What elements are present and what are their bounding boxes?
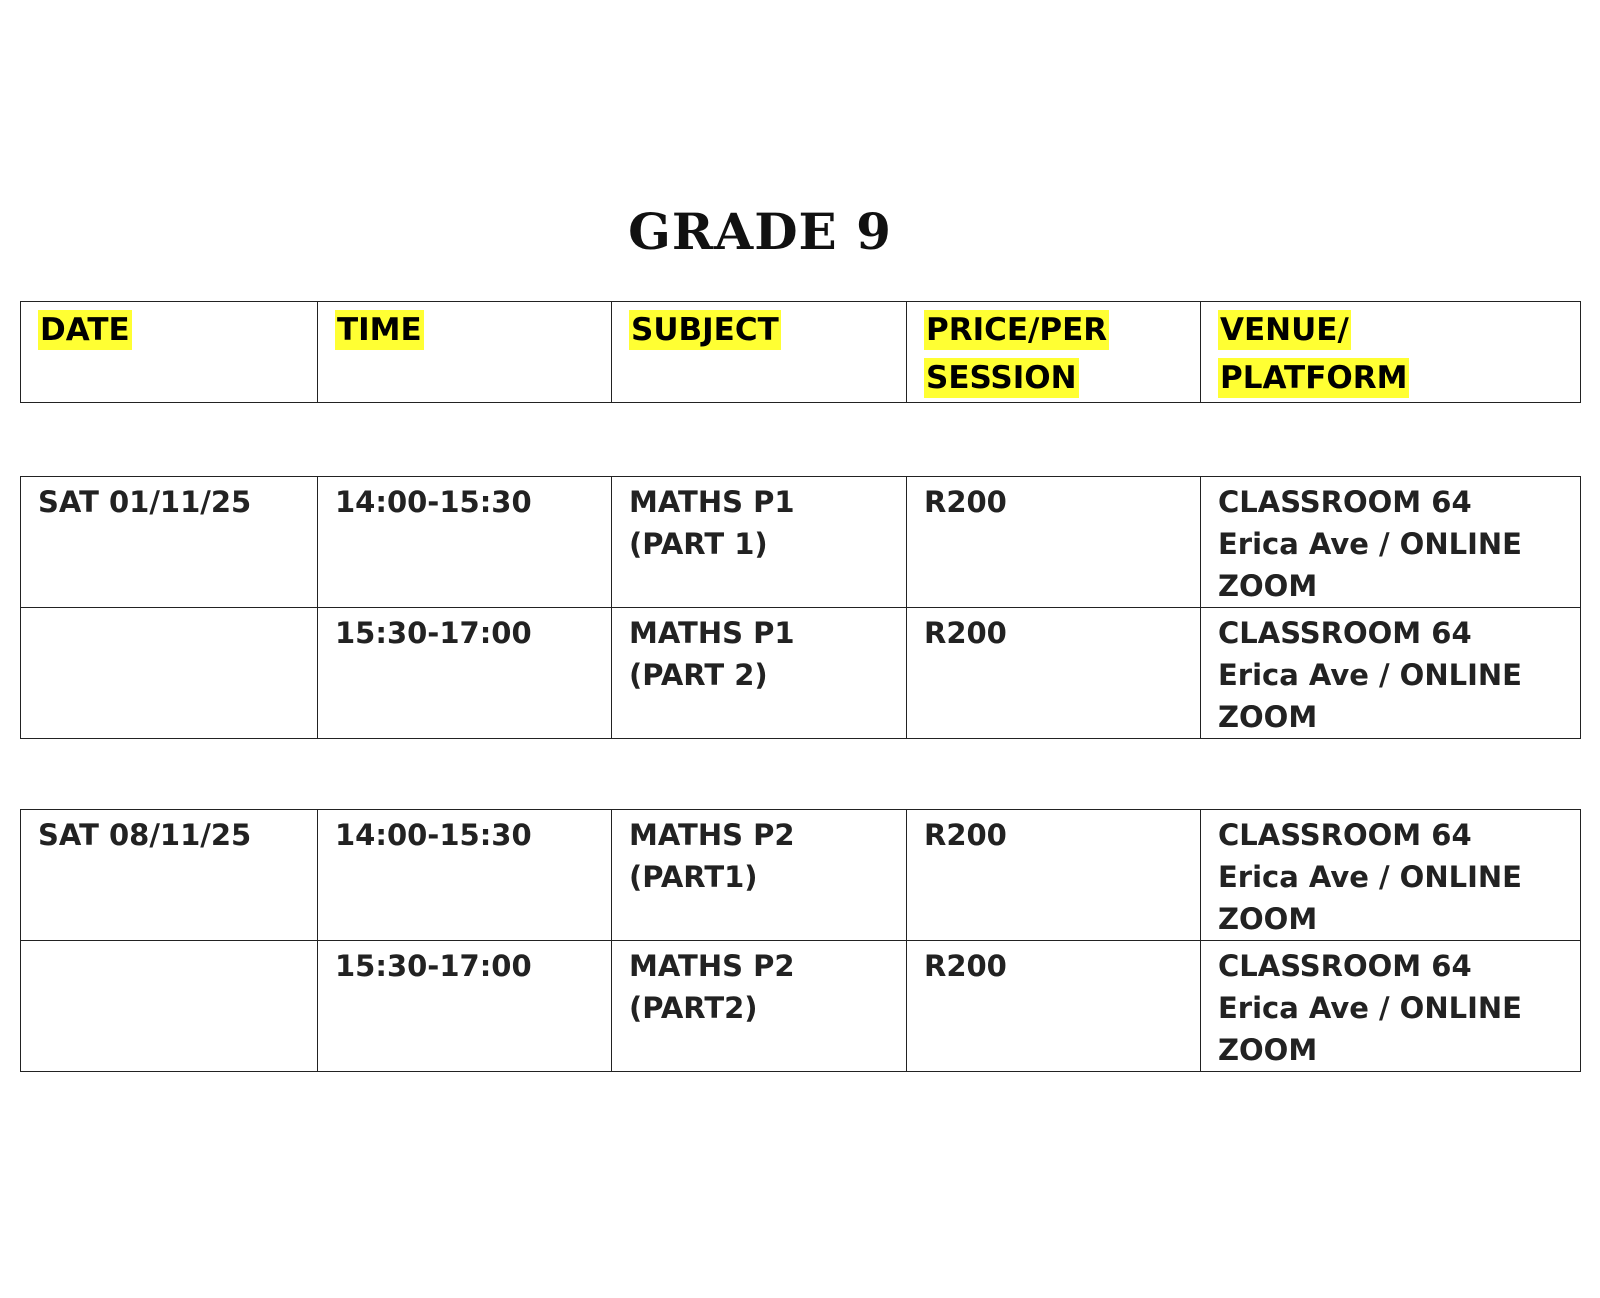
venue-line3: ZOOM [1218,700,1318,734]
time-cell: 14:00-15:30 [318,477,612,608]
header-price-line1: PRICE/PER [926,312,1108,348]
venue-cell [1201,810,1581,941]
date-cell [21,941,318,1072]
subject-line1: MATHS P2 [629,949,795,983]
venue-cell [1201,941,1581,1072]
venue-line1: CLASSROOM 64 [1218,818,1472,852]
venue-line1: CLASSROOM 64 [1218,949,1472,983]
header-subject: SUBJECT [631,312,779,348]
header-price-line2: SESSION [926,360,1077,396]
subject-cell [612,810,907,941]
header-price-cell [907,302,1201,403]
subject-line1: MATHS P1 [629,616,795,650]
page-title: GRADE 9 [628,202,892,261]
venue-cell [1201,477,1581,608]
venue-line2: Erica Ave / ONLINE [1218,860,1522,894]
venue-line2: Erica Ave / ONLINE [1218,991,1522,1025]
table-row [21,810,1581,941]
subject-line2: (PART 1) [629,527,768,561]
venue-line3: ZOOM [1218,1033,1318,1067]
subject-cell [612,608,907,739]
header-time: TIME [337,312,422,348]
header-time-cell [318,302,612,403]
price-cell: R200 [907,941,1201,1072]
venue-line2: Erica Ave / ONLINE [1218,658,1522,692]
venue-line3: ZOOM [1218,902,1318,936]
header-table [20,301,1581,403]
subject-line2: (PART1) [629,860,758,894]
subject-cell [612,941,907,1072]
price-cell: R200 [907,810,1201,941]
subject-line2: (PART 2) [629,658,768,692]
header-venue-line1: VENUE/ [1220,312,1349,348]
header-date: DATE [40,312,130,348]
header-venue-cell [1201,302,1581,403]
table-row [21,608,1581,739]
date-cell: SAT 08/11/25 [21,810,318,941]
venue-line3: ZOOM [1218,569,1318,603]
venue-cell [1201,608,1581,739]
subject-line1: MATHS P2 [629,818,795,852]
subject-line1: MATHS P1 [629,485,795,519]
price-cell: R200 [907,477,1201,608]
time-cell: 15:30-17:00 [318,941,612,1072]
table-row [21,477,1581,608]
venue-line1: CLASSROOM 64 [1218,485,1472,519]
date-cell [21,608,318,739]
time-cell: 15:30-17:00 [318,608,612,739]
header-venue-line2: PLATFORM [1220,360,1408,396]
table-row [21,941,1581,1072]
subject-line2: (PART2) [629,991,758,1025]
venue-line1: CLASSROOM 64 [1218,616,1472,650]
date-cell: SAT 01/11/25 [21,477,318,608]
time-cell: 14:00-15:30 [318,810,612,941]
schedule-block-1 [20,476,1581,739]
price-cell: R200 [907,608,1201,739]
schedule-block-2 [20,809,1581,1072]
header-date-cell [21,302,318,403]
subject-cell [612,477,907,608]
venue-line2: Erica Ave / ONLINE [1218,527,1522,561]
header-subject-cell [612,302,907,403]
header-row [21,302,1581,403]
